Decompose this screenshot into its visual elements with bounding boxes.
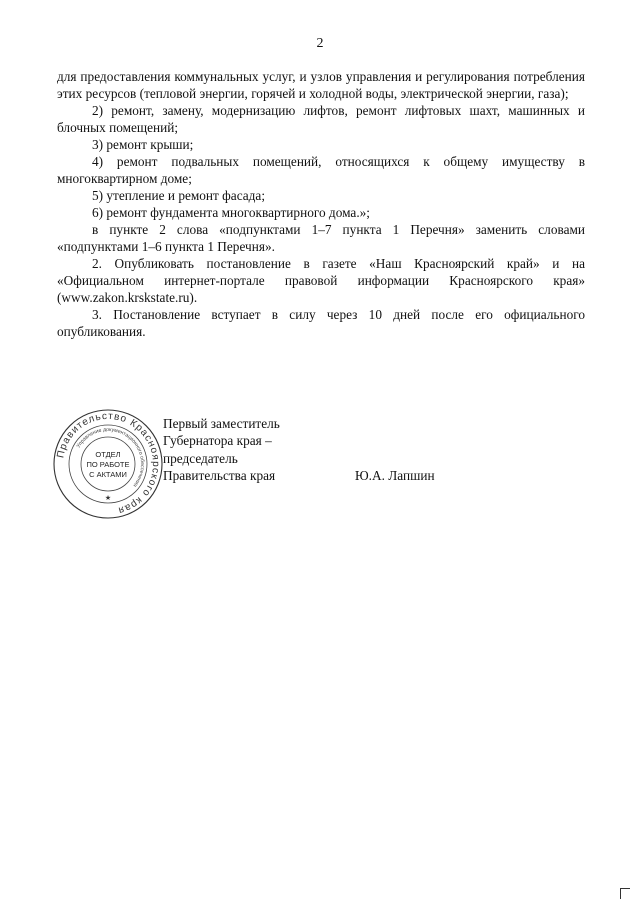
paragraph: 2) ремонт, замену, модернизацию лифтов, ремонт лифтовых шахт, машинных и блочных помещений;	[57, 103, 585, 135]
paragraph: 4) ремонт подвальных помещений, относящихся к общему имуществу в многоквартирном доме;	[57, 154, 585, 186]
signatory-position-line: Первый заместитель	[163, 416, 280, 431]
paragraph: для предоставления коммунальных услуг, и узлов управления и регулирования потребления этих ресурсов (тепловой энергии, горячей и холодной воды, электрической энергии, газа);	[57, 69, 585, 101]
paragraph: 5) утепление и ремонт фасада;	[92, 188, 266, 203]
paragraph: 6) ремонт фундамента многоквартирного дома.»;	[92, 205, 370, 220]
paragraph: 3. Постановление вступает в силу через 10 дней после его официального опубликования.	[57, 307, 585, 339]
stamp-outer-text: Правительство Красноярского края	[55, 410, 162, 516]
paragraph: 3) ремонт крыши;	[92, 137, 194, 152]
official-stamp	[52, 408, 164, 520]
stamp-center-line: ПО РАБОТЕ	[86, 460, 130, 469]
stamp-inner-text: Управление документационного обеспечения	[75, 426, 146, 488]
corner-mark	[620, 888, 630, 899]
paragraph: в пункте 2 слова «подпунктами 1–7 пункта 1 Перечня» заменить словами «подпунктами 1–6 пункта 1 Перечня».	[57, 222, 585, 254]
signatory-position-line: председатель	[163, 450, 238, 466]
page-number: 2	[316, 36, 324, 51]
signatory-position	[163, 415, 280, 484]
signatory-position-line: Губернатора края –	[163, 433, 272, 449]
body-text	[57, 68, 585, 340]
signatory-position-line: Правительства края	[163, 467, 276, 483]
paragraph: 2. Опубликовать постановление в газете «Наш Красноярский край» и на «Официальном интернет-портале правовой информации Красноярского края» (www.zakon.krskstate.ru).	[57, 256, 585, 305]
stamp-star-icon: ★	[104, 494, 112, 502]
stamp-center-line: С АКТАМИ	[89, 470, 127, 479]
stamp-center-line: ОТДЕЛ	[95, 450, 121, 459]
signatory-name: Ю.А. Лапшин	[355, 468, 435, 483]
